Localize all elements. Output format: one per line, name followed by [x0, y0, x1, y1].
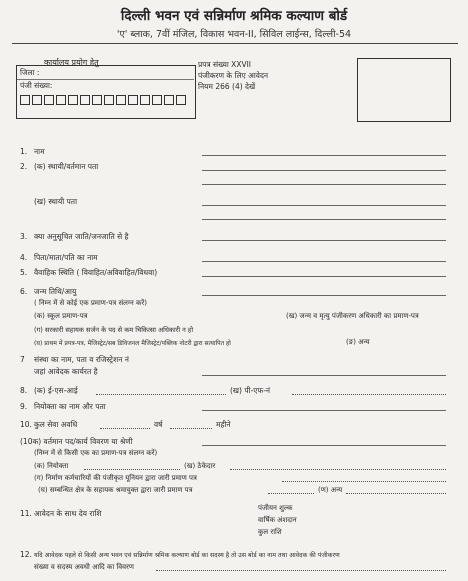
field-11-reg-fee: पंजीयन शुल्क	[258, 504, 293, 512]
field-6-option-d: (घ) प्राथम में प्रपत्र-पत्र, मैजिस्ट्रेट/सब डिविजनल मैजिस्ट्रेट/पब्लिक नोटरी द्वारा सत्यापित हो	[34, 340, 231, 347]
field-6-option-a: (क) स्कूल प्रमाण-पत्र	[34, 312, 88, 320]
field-9-line[interactable]	[202, 410, 446, 411]
field-1-line[interactable]	[202, 155, 446, 156]
registration-number-cells[interactable]	[20, 95, 188, 105]
registration-cell[interactable]	[152, 95, 162, 105]
header-divider	[12, 43, 458, 44]
field-5-number: 5.	[20, 268, 28, 277]
field-6-number: 6.	[20, 287, 28, 296]
field-8-esi-label: (क) ई-एस-आई	[34, 386, 78, 395]
field-6-option-c: (ग) सरकारी सहायक सर्जन के पद से कम चिकित्सा अधिकारी न हो	[34, 326, 194, 334]
field-10a-note: (निम्न में से किसी एक का प्रमाण-पत्र संलग्न करें)	[34, 449, 158, 457]
field-1-number: 1.	[20, 147, 28, 156]
registration-cell[interactable]	[104, 95, 114, 105]
field-10-months-input[interactable]	[170, 428, 212, 429]
field-3-line[interactable]	[202, 240, 446, 241]
field-4-line[interactable]	[202, 261, 446, 262]
field-12-number: 12.	[20, 550, 32, 559]
form-purpose: पंजीकरण के लिए आवेदन	[198, 71, 269, 80]
registration-cell[interactable]	[44, 95, 54, 105]
registration-label: पंजी संख्या:	[20, 81, 53, 90]
registration-cell[interactable]	[68, 95, 78, 105]
field-2b-label: (ख) स्थायी पता	[34, 197, 78, 206]
field-6-note: ( निम्न में से कोई एक प्रमाण-पत्र संलग्न करें)	[34, 299, 147, 307]
district-label: जिला :	[20, 68, 40, 77]
office-box-divider	[17, 79, 194, 80]
field-10a-line[interactable]	[202, 445, 446, 446]
field-10-number: 10.	[20, 420, 32, 429]
field-7-label: संस्था का नाम, पता व रजिस्ट्रेशन नं	[34, 355, 129, 364]
office-use-box	[16, 65, 196, 119]
field-2-number: 2.	[20, 162, 28, 171]
field-10a-option-c-input[interactable]	[282, 481, 446, 482]
field-10a-option-b-input[interactable]	[230, 469, 446, 470]
field-10a-option-b: (ख) ठेकेदार	[184, 462, 216, 470]
field-2b-line-2[interactable]	[202, 219, 446, 220]
field-5-label: वैवाहिक स्थिति ( विवाहित/अविवाहित/विधवा)	[34, 268, 158, 277]
registration-cell[interactable]	[56, 95, 66, 105]
field-4-number: 4.	[20, 253, 28, 262]
field-7-line[interactable]	[202, 375, 446, 376]
field-10-years-label: वर्ष	[154, 420, 163, 429]
field-6-line[interactable]	[202, 295, 446, 296]
field-6-option-e: (ङ) अन्य	[346, 338, 370, 346]
field-10a-option-c: (ग) निर्माण कर्मचारियों की पंजीकृत यूनियन द्वारा जारी प्रमाण पत्र	[34, 474, 197, 482]
registration-cell[interactable]	[80, 95, 90, 105]
field-6-label: जन्म तिथि/आयु	[34, 287, 77, 296]
field-2-line[interactable]	[202, 170, 446, 171]
field-10a-option-a: (क) नियोक्ता	[34, 462, 69, 470]
field-5-line[interactable]	[202, 276, 446, 277]
field-4-label: पिता/माता/पति का नाम	[34, 253, 98, 262]
registration-cell[interactable]	[164, 95, 174, 105]
field-3-label: क्या अनुसूचित जाति/जनजाति से है	[34, 232, 129, 241]
field-8-pf-input[interactable]	[292, 394, 446, 395]
field-10a-option-d: (घ) सम्बन्धित क्षेत्र के सहायक श्रमायुक्त द्वारा जारी प्रमाण पत्र	[38, 486, 193, 494]
field-8-number: 8.	[20, 386, 28, 395]
form-rule: नियम 266 (4) देखें	[198, 82, 256, 91]
office-use-heading: कार्यालय प्रयोग हेतु	[44, 58, 99, 67]
registration-cell[interactable]	[92, 95, 102, 105]
field-9-label: नियोक्ता का नाम और पता	[34, 402, 106, 411]
field-8-esi-input[interactable]	[96, 394, 226, 395]
field-2b-line[interactable]	[202, 205, 446, 206]
field-11-annual: वार्षिक अंशदान	[258, 516, 297, 524]
board-title: दिल्ली भवन एवं सन्निर्माण श्रमिक कल्याण बोर्ड	[120, 8, 348, 24]
field-12-line-1: यदि आवेदक पहले से किसी अन्य भवन एवं सन्निर्माण श्रमिक कल्याण बोर्ड का सदस्य है तो उस बोर्ड का नाम तथा आवेदक की पंजीकरण	[34, 552, 340, 559]
registration-cell[interactable]	[140, 95, 150, 105]
field-2-line-2[interactable]	[202, 184, 446, 185]
field-7-label-2: जहां आवेदक कार्यरत है	[34, 367, 98, 376]
registration-cell[interactable]	[20, 95, 30, 105]
registration-cell[interactable]	[32, 95, 42, 105]
field-11-total: कुल राशि	[258, 528, 282, 536]
field-10a-label: (10क) वर्तमान पद/कार्य विवरण या श्रेणी	[20, 437, 133, 446]
field-1-label: नाम	[34, 147, 45, 156]
field-2-label: (क) स्थायी/वर्तमान पता	[34, 162, 99, 171]
field-10a-option-d-input[interactable]	[268, 493, 314, 494]
form-number: प्रपत्र संख्या XXVII	[198, 60, 252, 69]
field-3-number: 3.	[20, 232, 28, 241]
field-10-label: कुल सेवा अवधि	[34, 420, 78, 429]
photo-box[interactable]	[357, 58, 451, 122]
field-9-number: 9.	[20, 402, 28, 411]
registration-cell[interactable]	[116, 95, 126, 105]
field-10a-option-e: (ण) अन्य	[318, 486, 343, 494]
field-12-line-2: संख्या व सदस्य अवधी आदि का विवरण	[34, 563, 134, 571]
field-6-option-b: (ख) जन्म व मृत्यु पंजीकरण अधिकारी का प्रमाण-पत्र	[286, 312, 419, 320]
field-10-months-label: महीने	[216, 420, 231, 429]
registration-cell[interactable]	[176, 95, 186, 105]
field-11-number: 11.	[20, 509, 32, 518]
field-10a-option-e-input[interactable]	[346, 493, 446, 494]
registration-cell[interactable]	[128, 95, 138, 105]
field-12-input[interactable]	[156, 570, 446, 571]
field-8-pf-label: (ख) पी-एफ-नं	[230, 386, 271, 395]
field-10-years-input[interactable]	[100, 428, 150, 429]
field-11-label: आवेदन के साथ देय राशि	[34, 509, 102, 518]
board-address: 'ए' ब्लाक, 7वीं मंजिल, विकास भवन-II, सिविल लाईन्स, दिल्ली-54	[116, 29, 352, 40]
field-7-number: 7	[20, 355, 25, 364]
field-10a-option-a-input[interactable]	[84, 469, 180, 470]
